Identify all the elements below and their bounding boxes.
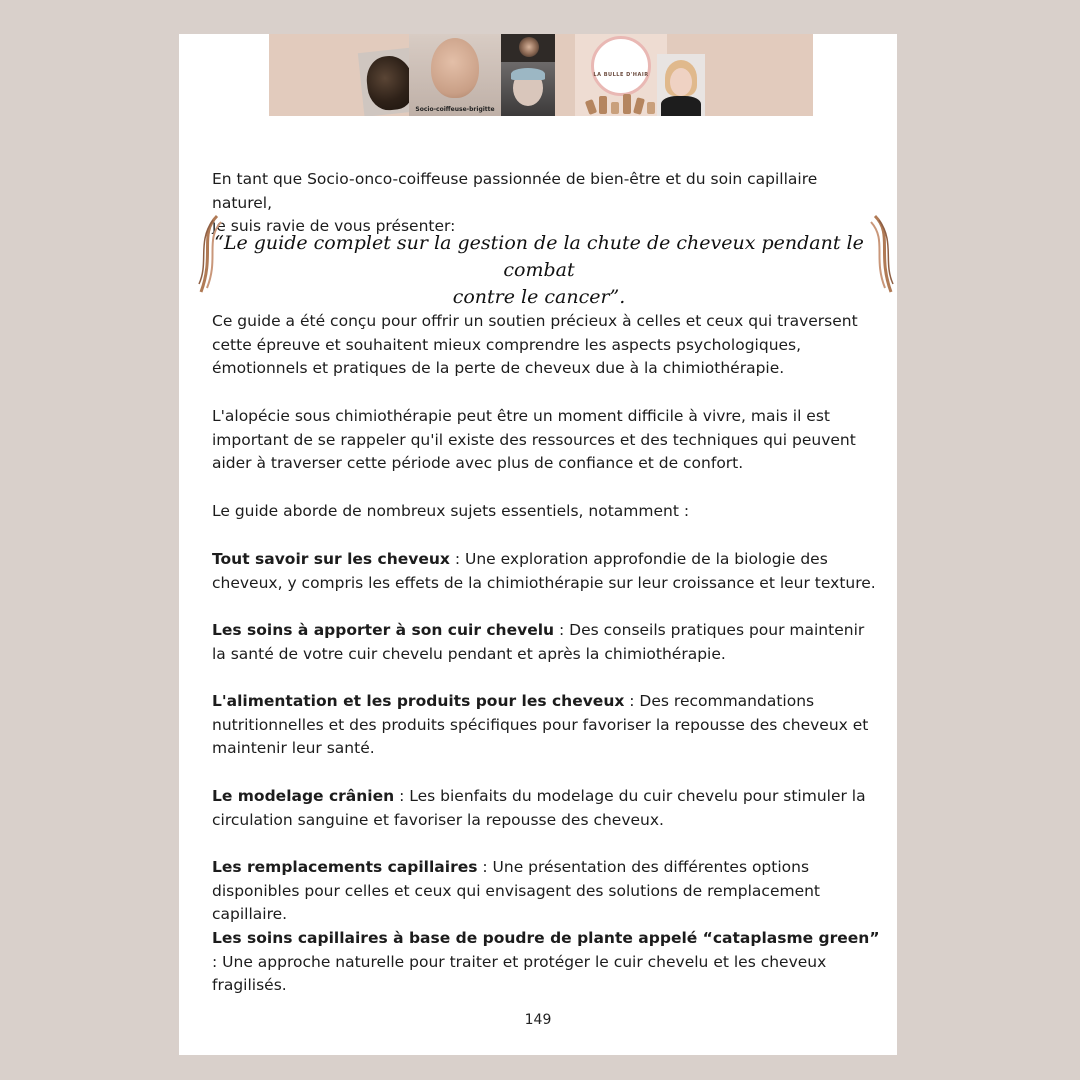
bald-woman-photo [409, 34, 501, 116]
paragraph-1-text: Ce guide a été conçu pour offrir un soutien précieux à celles et ceux qui traversent cette épreuve et souhaitent mieux comprendre les aspects psychologiques, émotionnels et pratiques de la perte de cheveux due à la chimiothérapie. [212, 312, 858, 377]
intro-paragraph [212, 168, 882, 239]
topic-plant-powder-care [212, 927, 882, 998]
paragraph-3 [212, 500, 882, 524]
topic-scalp-massage [212, 785, 882, 832]
topic-title: Les remplacements capillaires [212, 858, 478, 876]
paragraph-3-text: Le guide aborde de nombreux sujets essentiels, notamment : [212, 502, 690, 520]
topic-text: : Les bienfaits du modelage du cuir chevelu pour stimuler la circulation sanguine et favoriser la repousse des cheveux. [212, 787, 866, 829]
paragraph-1 [212, 310, 882, 381]
topic-hair-replacement [212, 856, 882, 927]
paragraph-2-text: L'alopécie sous chimiothérapie peut être un moment difficile à vivre, mais il est important de se rappeler qu'il existe des ressources et des techniques qui peuvent aider à traverser cette période avec plus de confiance et de confort. [212, 407, 856, 472]
topic-title: Les soins à apporter à son cuir chevelu [212, 621, 555, 639]
topic-nutrition-products [212, 690, 882, 761]
product-photo [501, 34, 555, 62]
topic-text: : Une présentation des différentes options disponibles pour celles et ceux qui envisagent des solutions de remplacement capillaire. [212, 858, 821, 923]
intro-line-1: En tant que Socio-onco-coiffeuse passionnée de bien-être et du soin capillaire naturel, [212, 170, 818, 212]
logo-la-bulle-dhair [575, 34, 667, 116]
hair-tools-icon [585, 92, 657, 114]
header-banner [269, 34, 813, 116]
topic-title: Les soins capillaires à base de poudre de plante appelé “cataplasme green” [212, 929, 880, 947]
quote-line-2: contre le cancer”. [452, 286, 626, 308]
banner-caption: Socio-coiffeuse-brigitte [415, 106, 495, 113]
topic-text: : Des conseils pratiques pour maintenir la santé de votre cuir chevelu pendant et après la chimiothérapie. [212, 621, 865, 663]
quote-line-1: “Le guide complet sur la gestion de la chute de cheveux pendant le combat [214, 232, 864, 281]
topic-scalp-care [212, 619, 882, 666]
guide-title-quote [189, 230, 889, 311]
topic-text: : Des recommandations nutritionnelles et des produits spécifiques pour favoriser la repousse des cheveux et maintenir leur santé. [212, 692, 869, 757]
topic-title: L'alimentation et les produits pour les cheveux [212, 692, 625, 710]
page-number: 149 [524, 1012, 552, 1028]
paragraph-2 [212, 405, 882, 476]
topic-text: : Une approche naturelle pour traiter et protéger le cuir chevelu et les cheveux fragilisés. [212, 952, 827, 994]
logo-icon [591, 36, 651, 96]
intro-line-2: je suis ravie de vous présenter: [212, 217, 456, 235]
portrait-photo [657, 54, 705, 116]
topic-title: Le modelage crânien [212, 787, 395, 805]
topic-text: : Une exploration approfondie de la biologie des cheveux, y compris les effets de la chimiothérapie sur leur croissance et leur texture. [212, 550, 876, 592]
headscarf-woman-photo [501, 62, 555, 116]
logo-text: LA BULLE D'HAIR [593, 72, 649, 78]
topic-hair-knowledge [212, 548, 882, 595]
document-page [179, 34, 897, 1055]
topic-title: Tout savoir sur les cheveux [212, 550, 450, 568]
